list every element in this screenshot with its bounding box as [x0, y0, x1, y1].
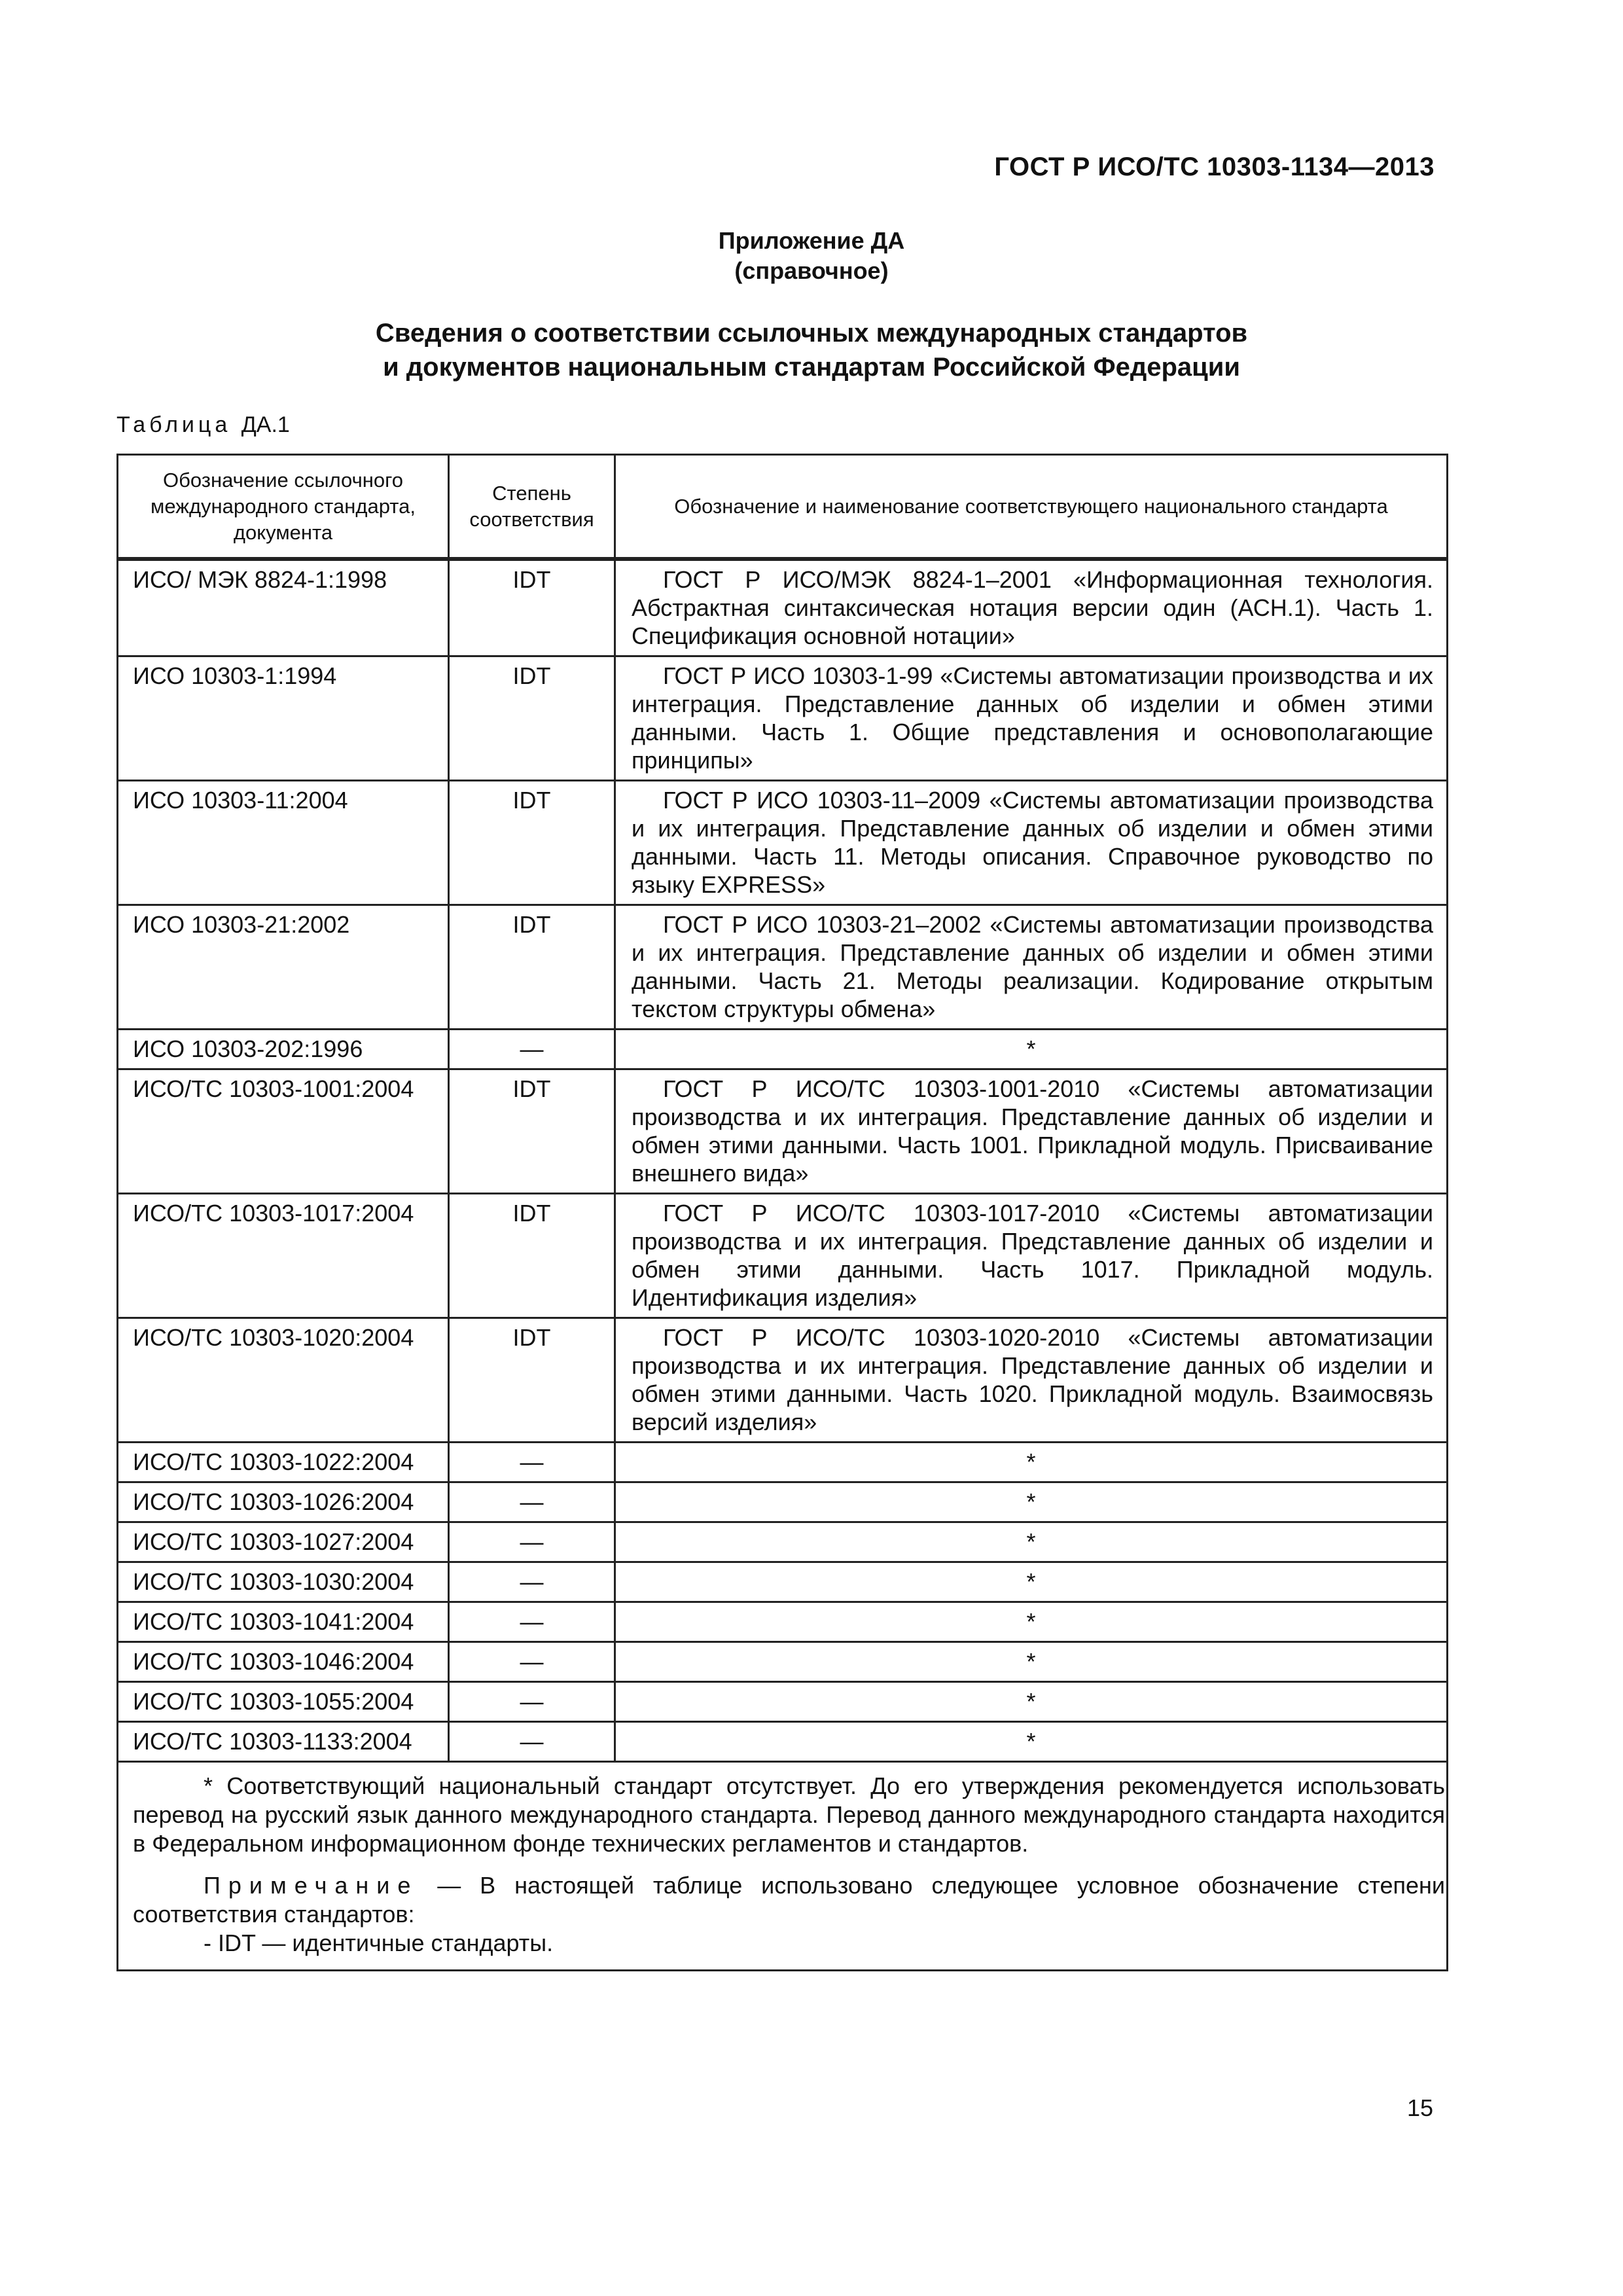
- reference-standard-cell: ИСО 10303-11:2004: [118, 781, 449, 905]
- national-standard-cell: ГОСТ Р ИСО 10303-1-99 «Системы автоматизации производства и их интеграция. Представление данных об изделии и обмен этими данными. Часть 1. Общие представления и основополагающие принципы»: [615, 656, 1448, 781]
- national-standard-cell: ГОСТ Р ИСО 10303-21–2002 «Системы автоматизации производства и их интеграция. Представление данных об изделии и обмен этими данными. Часть 21. Методы реализации. Кодирование открытым текстом структуры обмена»: [615, 905, 1448, 1030]
- compliance-degree-cell: IDT: [449, 1194, 615, 1318]
- page-number: 15: [1406, 2094, 1433, 2121]
- reference-standard-cell: ИСО 10303-21:2002: [118, 905, 449, 1030]
- compliance-degree-cell: —: [449, 1482, 615, 1522]
- compliance-degree-cell: —: [449, 1522, 615, 1562]
- reference-standard-cell: ИСО/ТС 10303-1020:2004: [118, 1318, 449, 1443]
- annex-heading: [0, 226, 1623, 286]
- compliance-degree-cell: —: [449, 1602, 615, 1642]
- national-standard-cell: *: [615, 1443, 1448, 1482]
- national-standard-cell: *: [615, 1602, 1448, 1642]
- correspondence-table: [116, 454, 1448, 1971]
- table-row: [118, 1602, 1448, 1642]
- table-footnote-row: [118, 1762, 1448, 1971]
- reference-standard-cell: ИСО/ТС 10303-1017:2004: [118, 1194, 449, 1318]
- annex-title: Приложение ДА: [718, 227, 905, 254]
- national-standard-cell: *: [615, 1722, 1448, 1762]
- compliance-degree-cell: —: [449, 1642, 615, 1682]
- table-row: [118, 1562, 1448, 1602]
- table-body: [118, 559, 1448, 1762]
- column-header-degree: Степень соответствия: [449, 455, 615, 560]
- reference-standard-cell: ИСО/ТС 10303-1041:2004: [118, 1602, 449, 1642]
- table-row: [118, 1069, 1448, 1194]
- compliance-degree-cell: IDT: [449, 1318, 615, 1443]
- compliance-degree-cell: —: [449, 1443, 615, 1482]
- note-item: - IDT — идентичные стандарты.: [204, 1929, 554, 1956]
- table-row: [118, 1194, 1448, 1318]
- compliance-degree-cell: IDT: [449, 1069, 615, 1194]
- compliance-degree-cell: IDT: [449, 781, 615, 905]
- table-row: [118, 1682, 1448, 1722]
- table-label: [116, 412, 290, 438]
- table-row: [118, 1522, 1448, 1562]
- section-title-line2: и документов национальным стандартам Российской Федерации: [383, 353, 1240, 382]
- national-standard-cell: ГОСТ Р ИСО/ТС 10303-1001-2010 «Системы автоматизации производства и их интеграция. Представление данных об изделии и обмен этими данными. Часть 1001. Прикладной модуль. Присваивание внешнего вида»: [615, 1069, 1448, 1194]
- national-standard-cell: *: [615, 1642, 1448, 1682]
- section-heading: [0, 316, 1623, 384]
- table-row: [118, 1642, 1448, 1682]
- table-row: [118, 1722, 1448, 1762]
- reference-standard-cell: ИСО/ТС 10303-1026:2004: [118, 1482, 449, 1522]
- table-row: [118, 905, 1448, 1030]
- compliance-degree-cell: IDT: [449, 559, 615, 656]
- national-standard-cell: *: [615, 1562, 1448, 1602]
- note-label: Примечание: [204, 1872, 419, 1899]
- table-row: [118, 1482, 1448, 1522]
- table-row: [118, 1030, 1448, 1069]
- reference-standard-cell: ИСО/ТС 10303-1027:2004: [118, 1522, 449, 1562]
- national-standard-cell: *: [615, 1682, 1448, 1722]
- document-code: ГОСТ Р ИСО/ТС 10303-1134—2013: [994, 152, 1435, 181]
- reference-standard-cell: ИСО/ТС 10303-1030:2004: [118, 1562, 449, 1602]
- column-header-national: Обозначение и наименование соответствующего национального стандарта: [615, 455, 1448, 560]
- annex-subtitle: (справочное): [734, 257, 889, 284]
- footnote-text: * Соответствующий национальный стандарт отсутствует. До его утверждения рекомендуется использовать перевод на русский язык данного международного стандарта. Перевод данного международного стандарта находится в Федеральном информационном фонде технических регламентов и стандартов.: [133, 1772, 1445, 1857]
- reference-standard-cell: ИСО 10303-1:1994: [118, 656, 449, 781]
- national-standard-cell: ГОСТ Р ИСО/ТС 10303-1017-2010 «Системы автоматизации производства и их интеграция. Представление данных об изделии и обмен этими данными. Часть 1017. Прикладной модуль. Идентификация изделия»: [615, 1194, 1448, 1318]
- reference-standard-cell: ИСО/ТС 10303-1133:2004: [118, 1722, 449, 1762]
- national-standard-cell: ГОСТ Р ИСО/ТС 10303-1020-2010 «Системы автоматизации производства и их интеграция. Представление данных об изделии и обмен этими данными. Часть 1020. Прикладной модуль. Взаимосвязь версий изделия»: [615, 1318, 1448, 1443]
- compliance-degree-cell: —: [449, 1562, 615, 1602]
- table-row: [118, 559, 1448, 656]
- table-row: [118, 781, 1448, 905]
- compliance-degree-cell: IDT: [449, 656, 615, 781]
- compliance-degree-cell: IDT: [449, 905, 615, 1030]
- footnote-cell: [118, 1762, 1448, 1971]
- national-standard-cell: *: [615, 1030, 1448, 1069]
- section-title-line1: Сведения о соответствии ссылочных международных стандартов: [375, 319, 1248, 348]
- reference-standard-cell: ИСО/ТС 10303-1055:2004: [118, 1682, 449, 1722]
- reference-standard-cell: ИСО 10303-202:1996: [118, 1030, 449, 1069]
- column-header-reference: Обозначение ссылочного международного стандарта, документа: [118, 455, 449, 560]
- note-text: — В настоящей таблице использовано следующее условное обозначение степени соответствия стандартов:: [133, 1872, 1445, 1928]
- reference-standard-cell: ИСО/ МЭК 8824-1:1998: [118, 559, 449, 656]
- table-row: [118, 1318, 1448, 1443]
- compliance-degree-cell: —: [449, 1682, 615, 1722]
- table-row: [118, 656, 1448, 781]
- national-standard-cell: *: [615, 1482, 1448, 1522]
- compliance-degree-cell: —: [449, 1030, 615, 1069]
- reference-standard-cell: ИСО/ТС 10303-1001:2004: [118, 1069, 449, 1194]
- table-header-row: [118, 455, 1448, 560]
- compliance-degree-cell: —: [449, 1722, 615, 1762]
- table-label-word: Таблица: [116, 412, 232, 437]
- national-standard-cell: ГОСТ Р ИСО/МЭК 8824-1–2001 «Информационная технология. Абстрактная синтаксическая нотация версии один (АСН.1). Часть 1. Спецификация основной нотации»: [615, 559, 1448, 656]
- reference-standard-cell: ИСО/ТС 10303-1046:2004: [118, 1642, 449, 1682]
- table-label-number: ДА.1: [241, 412, 290, 437]
- national-standard-cell: ГОСТ Р ИСО 10303-11–2009 «Системы автоматизации производства и их интеграция. Представление данных об изделии и обмен этими данными. Часть 11. Методы описания. Справочное руководство по языку EXPRESS»: [615, 781, 1448, 905]
- national-standard-cell: *: [615, 1522, 1448, 1562]
- note-paragraph: [133, 1871, 1445, 1929]
- table-row: [118, 1443, 1448, 1482]
- reference-standard-cell: ИСО/ТС 10303-1022:2004: [118, 1443, 449, 1482]
